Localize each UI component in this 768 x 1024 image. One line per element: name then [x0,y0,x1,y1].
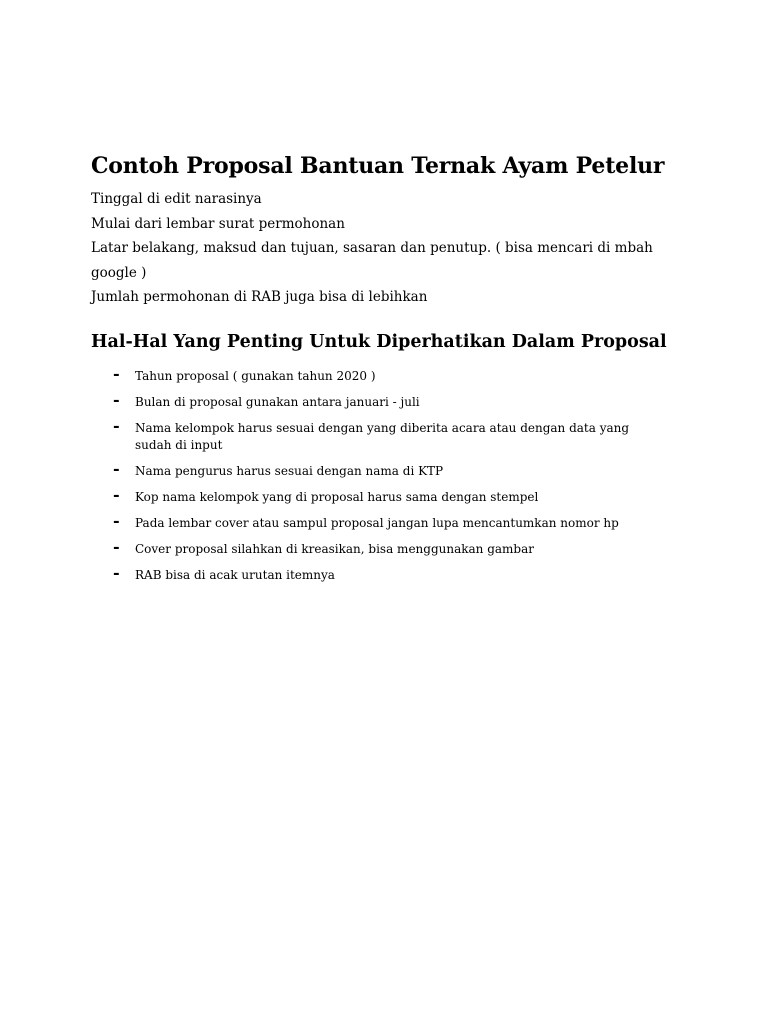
list-item [91,510,691,532]
intro-paragraph [91,187,691,310]
document-title: Contoh Proposal Bantuan Ternak Ayam Petelur [91,153,665,179]
list-item-text: Cover proposal silahkan di kreasikan, bisa menggunakan gambar [135,541,534,556]
list-item-text: Nama kelompok harus sesuai dengan yang diberita acara atau dengan data yang sudah di input [135,420,630,452]
list-item-text: RAB bisa di acak urutan itemnya [135,567,335,582]
intro-line: Tinggal di edit narasinya [91,191,262,207]
dash-bullet: - [113,415,120,435]
list-item-text: Tahun proposal ( gunakan tahun 2020 ) [135,368,376,383]
dash-bullet: - [113,510,120,530]
dash-bullet: - [113,484,120,504]
intro-line: google ) [91,264,147,281]
list-item-text: Nama pengurus harus sesuai dengan nama di KTP [135,463,444,478]
list-item-text: Kop nama kelompok yang di proposal harus sama dengan stempel [135,489,539,504]
list-item-text: Pada lembar cover atau sampul proposal jangan lupa mencantumkan nomor hp [135,515,619,530]
list-item [91,363,691,385]
list-item [91,415,691,454]
dash-bullet: - [113,363,120,383]
dash-bullet: - [113,458,120,478]
list-item [91,536,691,558]
list-item [91,562,691,584]
list-item [91,458,691,480]
dash-bullet: - [113,536,120,556]
dash-bullet: - [113,389,120,409]
list-item [91,389,691,411]
document-content [91,150,691,593]
intro-line: Latar belakang, maksud dan tujuan, sasaran dan penutup. ( bisa mencari di mbah [91,240,653,256]
list-item [91,484,691,506]
checklist [91,363,691,584]
section-title: Hal-Hal Yang Penting Untuk Diperhatikan Dalam Proposal [91,331,667,352]
dash-bullet: - [113,562,120,582]
intro-line: Mulai dari lembar surat permohonan [91,215,345,232]
intro-line: Jumlah permohonan di RAB juga bisa di lebihkan [91,289,428,305]
list-item-text: Bulan di proposal gunakan antara januari - juli [135,394,420,409]
